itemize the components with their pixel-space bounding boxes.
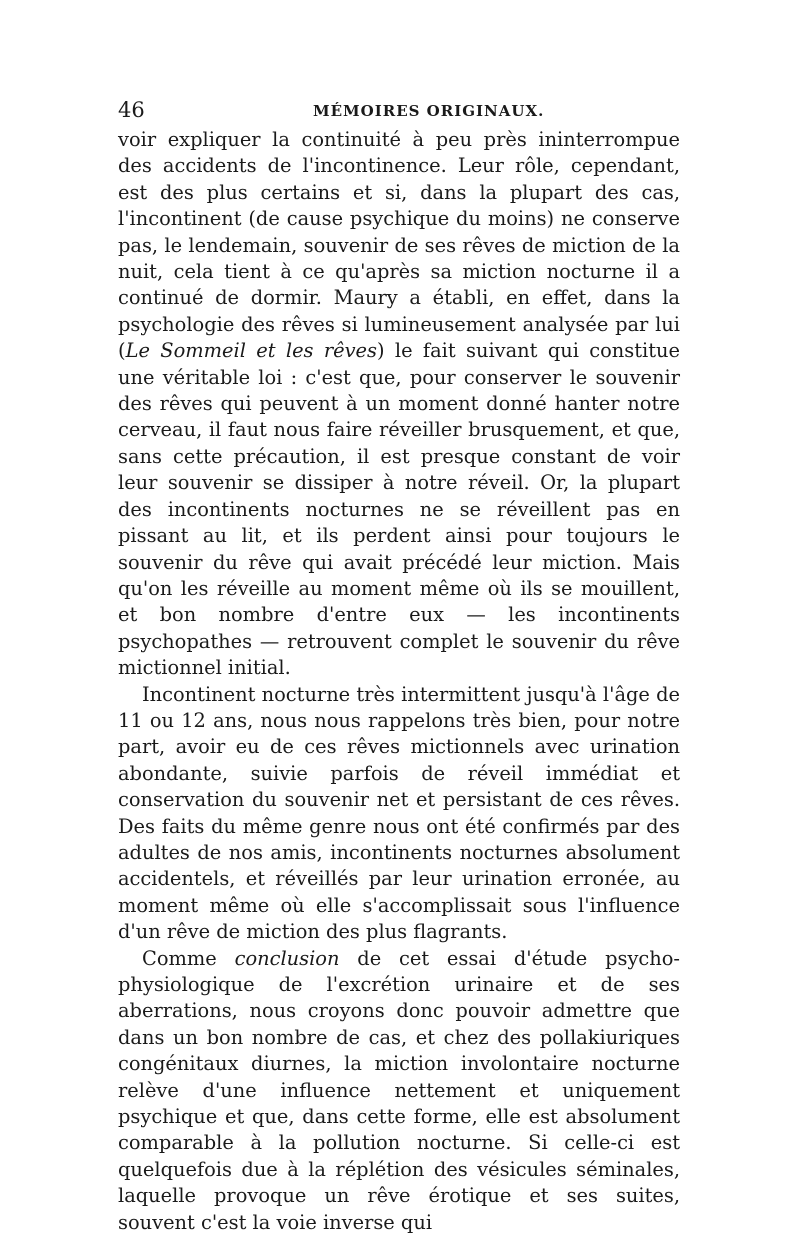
paragraph-1-text-a: voir expliquer la continuité à peu près ininterrompue des accidents de l'incontinence. Leur rôle, cependant, est des plus certains et si, dans la plupart des cas, l'incontinent (de cause psychique du moins) ne conserve pas, le lendemain, souvenir de ses rêves de miction de la nuit, cela tient à ce qu'après sa miction nocturne il a continué de dormir. Maury a établi, en effet, dans la psychologie des rêves si lumineusement analysée par lui ( — [118, 128, 680, 363]
paragraph-continuation — [118, 127, 680, 682]
paragraph-3-text-a: Comme — [142, 946, 235, 970]
page-number: 46 — [118, 98, 145, 122]
book-title-citation: Le Sommeil et les rêves — [125, 339, 377, 363]
paragraph-personal-account — [118, 682, 680, 946]
paragraph-3-text-b: de cet essai d'étude psycho-physiologique de l'excrétion urinaire et de ses aberrations, nous croyons donc pouvoir admettre que dans un bon nombre de cas, et chez des pollakiuriques congénitaux diurnes, la miction involontaire nocturne relève d'une influence nettement et uniquement psychique et que, dans cette forme, elle est absolument comparable à la pollution nocturne. Si celle-ci est quelquefois due à la réplétion des vésicules séminales, laquelle provoque un rêve érotique et ses suites, souvent c'est la voie inverse qui — [118, 946, 680, 1234]
running-head-title: MÉMOIRES ORIGINAUX. — [313, 102, 545, 120]
conclusion-emphasis: conclusion — [234, 946, 340, 970]
paragraph-conclusion — [118, 946, 680, 1236]
running-head — [118, 98, 680, 122]
body-text — [118, 127, 680, 1236]
paragraph-1-text-b: ) le fait suivant qui constitue une véritable loi : c'est que, pour conserver le souvenir des rêves qui peuvent à un moment donné hanter notre cerveau, il faut nous faire réveiller brusquement, et que, sans cette précaution, il est presque constant de voir leur souvenir se dissiper à notre réveil. Or, la plupart des incontinents nocturnes ne se réveillent pas en pissant au lit, et ils perdent ainsi pour toujours le souvenir du rêve qui avait précédé leur miction. Mais qu'on les réveille au moment même où ils se mouillent, et bon nombre d'entre eux — les incontinents psychopathes — retrouvent complet le souvenir du rêve mictionnel initial. — [118, 339, 680, 680]
paragraph-2-text: Incontinent nocturne très intermittent jusqu'à l'âge de 11 ou 12 ans, nous nous rappelons très bien, pour notre part, avoir eu de ces rêves mictionnels avec urination abondante, suivie parfois de réveil immédiat et conservation du souvenir net et persistant de ces rêves. Des faits du même genre nous ont été confirmés par des adultes de nos amis, incontinents nocturnes absolument accidentels, et réveillés par leur urination erronée, au moment même où elle s'accomplissait sous l'influence d'un rêve de miction des plus flagrants. — [118, 682, 680, 944]
